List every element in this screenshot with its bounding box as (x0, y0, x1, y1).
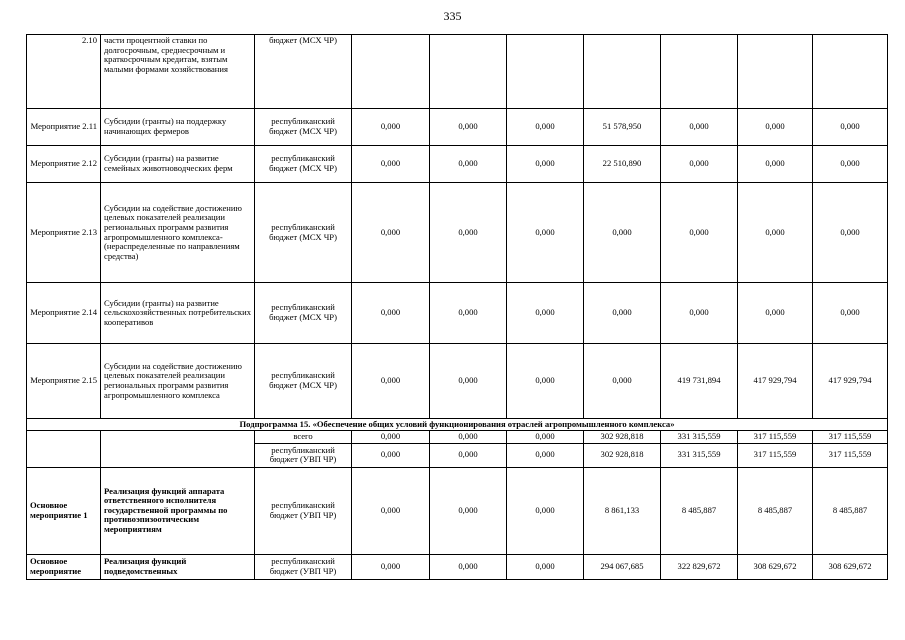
value-cell: 317 115,559 (738, 431, 813, 444)
table-row (27, 183, 888, 283)
value-cell: 0,000 (507, 344, 584, 419)
empty-cell (101, 431, 255, 468)
value-cell: 331 315,559 (661, 431, 738, 444)
value-cell: 0,000 (507, 554, 584, 579)
page-number: 335 (443, 9, 462, 23)
value-cell: 8 861,133 (584, 467, 661, 554)
value-cell: 417 929,794 (738, 344, 813, 419)
value-cell: 308 629,672 (738, 554, 813, 579)
value-cell: 0,000 (507, 109, 584, 146)
row-number: 2.10 (27, 35, 101, 109)
value-cell: 0,000 (738, 183, 813, 283)
row-description: Субсидии (гранты) на развитие семейных животноводческих ферм (101, 146, 255, 183)
value-cell: 302 928,818 (584, 431, 661, 444)
value-cell: 331 315,559 (661, 443, 738, 467)
value-cell: 0,000 (507, 183, 584, 283)
value-cell: 0,000 (352, 467, 430, 554)
value-cell: 302 928,818 (584, 443, 661, 467)
value-cell: 0,000 (813, 109, 888, 146)
value-cell: 51 578,950 (584, 109, 661, 146)
value-cell: 0,000 (813, 183, 888, 283)
value-cell (584, 35, 661, 109)
value-cell: 0,000 (430, 109, 507, 146)
table-row (27, 109, 888, 146)
budget-table (26, 34, 888, 580)
table-row (27, 35, 888, 109)
value-cell: 0,000 (584, 344, 661, 419)
value-cell: 0,000 (430, 431, 507, 444)
value-cell: 317 115,559 (813, 443, 888, 467)
row-number: Мероприятие 2.14 (27, 283, 101, 344)
value-cell: 0,000 (738, 283, 813, 344)
value-cell (813, 35, 888, 109)
row-number: Мероприятие 2.12 (27, 146, 101, 183)
value-cell: 0,000 (738, 146, 813, 183)
funding-source: всего (255, 431, 352, 444)
funding-source: республиканский бюджет (МСХ ЧР) (255, 109, 352, 146)
row-description: Реализация функций аппарата ответственного исполнителя государственной программы по противоэпизоотическим мероприятиям (101, 467, 255, 554)
value-cell: 322 829,672 (661, 554, 738, 579)
row-number: Основное мероприятие (27, 554, 101, 579)
subprogram-title: Подпрограмма 15. «Обеспечение общих условий функционирования отраслей агропромышленного комплекса» (27, 419, 888, 431)
funding-source: республиканский бюджет (УВП ЧР) (255, 554, 352, 579)
value-cell: 0,000 (507, 283, 584, 344)
value-cell: 0,000 (352, 554, 430, 579)
value-cell: 0,000 (507, 431, 584, 444)
table-row (27, 146, 888, 183)
value-cell: 294 067,685 (584, 554, 661, 579)
value-cell: 0,000 (507, 146, 584, 183)
row-description: Реализация функций подведомственных (101, 554, 255, 579)
value-cell: 317 115,559 (738, 443, 813, 467)
value-cell (430, 35, 507, 109)
funding-source: бюджет (МСХ ЧР) (255, 35, 352, 109)
value-cell: 0,000 (661, 283, 738, 344)
value-cell (507, 35, 584, 109)
value-cell: 0,000 (430, 283, 507, 344)
empty-cell (27, 431, 101, 468)
value-cell: 8 485,887 (813, 467, 888, 554)
row-number: Мероприятие 2.15 (27, 344, 101, 419)
value-cell: 0,000 (813, 146, 888, 183)
value-cell: 0,000 (430, 467, 507, 554)
value-cell: 0,000 (813, 283, 888, 344)
value-cell: 308 629,672 (813, 554, 888, 579)
value-cell: 0,000 (352, 443, 430, 467)
row-description: части процентной ставки по долгосрочным, среднесрочным и краткосрочным кредитам, взятым малыми формами хозяйствования (101, 35, 255, 109)
row-number: Основное мероприятие 1 (27, 467, 101, 554)
value-cell: 0,000 (584, 183, 661, 283)
table-row (27, 467, 888, 554)
value-cell: 0,000 (661, 109, 738, 146)
value-cell: 0,000 (430, 344, 507, 419)
subprogram-total-row (27, 431, 888, 444)
row-number: Мероприятие 2.13 (27, 183, 101, 283)
value-cell: 317 115,559 (813, 431, 888, 444)
value-cell: 0,000 (430, 183, 507, 283)
value-cell (352, 35, 430, 109)
row-description: Субсидии на содействие достижению целевых показателей реализации региональных программ развития агропромышленного комплекса (101, 344, 255, 419)
value-cell: 0,000 (584, 283, 661, 344)
row-description: Субсидии (гранты) на поддержку начинающих фермеров (101, 109, 255, 146)
value-cell: 0,000 (352, 283, 430, 344)
table-row (27, 344, 888, 419)
value-cell: 0,000 (507, 443, 584, 467)
table-row (27, 283, 888, 344)
value-cell: 419 731,894 (661, 344, 738, 419)
value-cell: 0,000 (661, 183, 738, 283)
value-cell: 0,000 (430, 554, 507, 579)
row-description: Субсидии (гранты) на развитие сельскохозяйственных потребительских кооперативов (101, 283, 255, 344)
value-cell: 0,000 (352, 146, 430, 183)
value-cell: 0,000 (661, 146, 738, 183)
funding-source: республиканский бюджет (МСХ ЧР) (255, 183, 352, 283)
value-cell: 417 929,794 (813, 344, 888, 419)
funding-source: республиканский бюджет (УВП ЧР) (255, 443, 352, 467)
value-cell (738, 35, 813, 109)
row-number: Мероприятие 2.11 (27, 109, 101, 146)
funding-source: республиканский бюджет (УВП ЧР) (255, 467, 352, 554)
subprogram-header-row (27, 419, 888, 431)
table-row (27, 554, 888, 579)
value-cell: 0,000 (430, 146, 507, 183)
value-cell: 0,000 (352, 183, 430, 283)
row-description: Субсидии на содействие достижению целевых показателей реализации региональных программ развития агропромышленного комплекса- (нераспределенные по направлениям средства) (101, 183, 255, 283)
value-cell: 0,000 (352, 109, 430, 146)
value-cell (661, 35, 738, 109)
value-cell: 8 485,887 (661, 467, 738, 554)
value-cell: 8 485,887 (738, 467, 813, 554)
value-cell: 0,000 (738, 109, 813, 146)
value-cell: 0,000 (352, 344, 430, 419)
funding-source: республиканский бюджет (МСХ ЧР) (255, 283, 352, 344)
value-cell: 0,000 (507, 467, 584, 554)
value-cell: 0,000 (352, 431, 430, 444)
funding-source: республиканский бюджет (МСХ ЧР) (255, 146, 352, 183)
funding-source: республиканский бюджет (МСХ ЧР) (255, 344, 352, 419)
value-cell: 0,000 (430, 443, 507, 467)
value-cell: 22 510,890 (584, 146, 661, 183)
